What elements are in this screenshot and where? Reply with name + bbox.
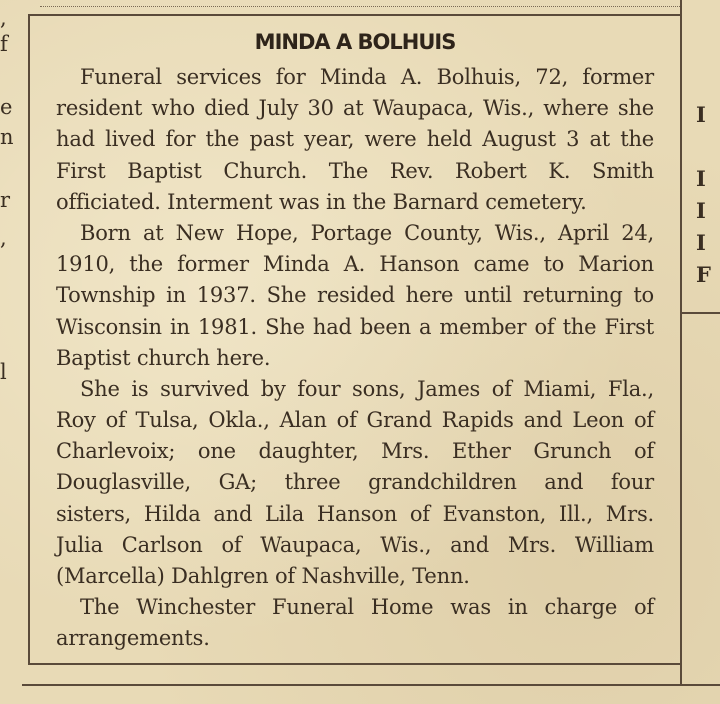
article-line: officiated. Interment was in the Barnard cemetery. <box>56 189 587 214</box>
left-column-fragment: , <box>0 226 7 250</box>
frame-left-rule <box>28 14 30 664</box>
adjacent-column-rule <box>682 312 720 314</box>
left-column-fragment: e <box>0 95 13 119</box>
right-column-fragment: I <box>696 166 706 191</box>
frame-top-rule <box>28 14 682 16</box>
article-line: (Marcella) Dahlgren of Nashville, Tenn. <box>56 564 470 588</box>
article-line: Born at New Hope, Portage County, Wis., April 24, <box>80 220 654 245</box>
article-line: She is survived by four sons, James of Miami, Fla., <box>80 376 654 401</box>
article-line: had lived for the past year, were held August 3 at the <box>56 127 654 152</box>
article-line: Wisconsin in 1981. She had been a member of the First <box>56 314 654 339</box>
article-line: Baptist church here. <box>56 345 271 370</box>
left-column-fragment: n <box>0 125 14 149</box>
article-line: resident who died July 30 at Waupaca, Wis., where she <box>56 96 654 121</box>
frame-right-rule <box>680 0 682 684</box>
article-line: The Winchester Funeral Home was in charge of <box>80 595 654 620</box>
article-line: sisters, Hilda and Lila Hanson of Evanston, Ill., Mrs. <box>56 501 654 526</box>
right-column-fragment: I <box>696 102 706 127</box>
frame-bottom-rule <box>28 663 682 665</box>
right-column-fragment: F <box>696 262 711 287</box>
obituary-headline: MINDA A BOLHUIS <box>254 30 456 54</box>
article-line: 1910, the former Minda A. Hanson came to Marion <box>56 252 654 277</box>
page-bottom-rule <box>22 684 720 686</box>
top-dotted-rule <box>40 6 680 7</box>
right-column-fragment: I <box>696 198 706 223</box>
article-line: arrangements. <box>56 626 210 651</box>
left-column-fragment: l <box>0 360 7 384</box>
left-column-fragment: , <box>0 6 7 30</box>
right-column-fragment: I <box>696 230 706 255</box>
left-column-fragment: r <box>0 188 11 212</box>
left-column-fragment: f <box>0 32 8 56</box>
article-line: Charlevoix; one daughter, Mrs. Ether Grunch of <box>56 439 654 464</box>
article-line: Township in 1937. She resided here until returning to <box>56 283 654 308</box>
article-line: Douglasville, GA; three grandchildren and four <box>56 470 654 495</box>
obituary-body <box>56 62 654 655</box>
article-line: Julia Carlson of Waupaca, Wis., and Mrs. William <box>56 532 654 557</box>
article-line: First Baptist Church. The Rev. Robert K. Smith <box>56 158 654 183</box>
article-line: Roy of Tulsa, Okla., Alan of Grand Rapids and Leon of <box>56 408 654 433</box>
article-line: Funeral services for Minda A. Bolhuis, 72, former <box>80 65 654 89</box>
